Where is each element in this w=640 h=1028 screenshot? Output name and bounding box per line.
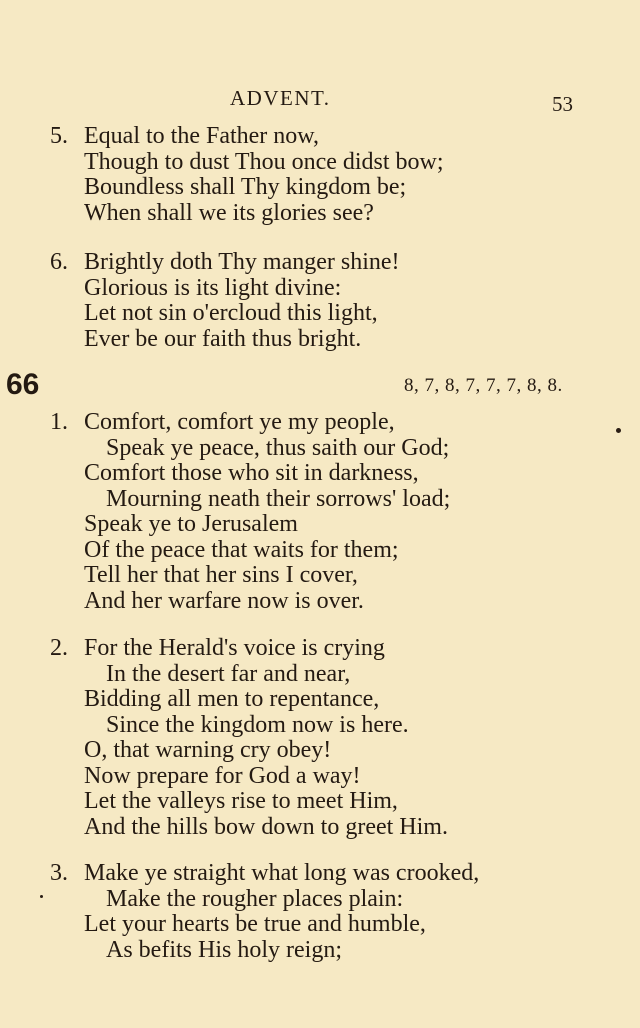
verse-line <box>0 538 640 564</box>
hymn-meter: 8, 7, 8, 7, 7, 7, 8, 8. <box>404 375 563 396</box>
verse-line-text: O, that warning cry obey! <box>84 737 332 763</box>
verse-line-text: And her warfare now is over. <box>84 587 364 614</box>
verse-line <box>0 276 640 302</box>
verse-line-text: Comfort, comfort ye my people, <box>84 409 395 435</box>
verse-line <box>0 461 640 487</box>
verse-line-text: Speak ye to Jerusalem <box>84 511 298 537</box>
verse-line <box>0 764 640 790</box>
verse-line <box>0 662 640 688</box>
verse-line-text: In the desert far and near, <box>106 660 351 687</box>
verse-line <box>0 938 640 964</box>
verse-line-text: For the Herald's voice is crying <box>84 635 385 661</box>
page-header <box>0 86 640 116</box>
verse-number: 2. <box>50 635 68 661</box>
verse-number: 3. <box>50 860 68 886</box>
verse-line <box>0 563 640 589</box>
verse-line-text: Comfort those who sit in darkness, <box>84 460 419 486</box>
verse-line-text: Since the kingdom now is here. <box>106 711 409 738</box>
verse-line-text: Make ye straight what long was crooked, <box>84 860 480 886</box>
verse-line-text: Let not sin o'ercloud this light, <box>84 300 378 326</box>
verse-line <box>0 887 640 913</box>
verse-line-text: Of the peace that waits for them; <box>84 536 399 563</box>
verse-line <box>0 589 640 615</box>
verse-number: 1. <box>50 409 68 435</box>
verse-line <box>0 512 640 538</box>
verse-line <box>0 713 640 739</box>
verse-line-text: Brightly doth Thy manger shine! <box>84 249 400 275</box>
verse-line-text: Though to dust Thou once didst bow; <box>84 148 444 175</box>
verse-line <box>0 738 640 764</box>
verse-line-text: Let your hearts be true and humble, <box>84 911 426 937</box>
verse-line-text: Now prepare for God a way! <box>84 762 361 789</box>
verse-line <box>0 150 640 176</box>
hymn-verse-3 <box>0 861 640 963</box>
verse-6 <box>0 250 640 352</box>
verse-line-text: Tell her that her sins I cover, <box>84 562 358 588</box>
verse-number: 5. <box>50 123 68 149</box>
verse-line <box>0 124 640 150</box>
verse-line <box>0 861 640 887</box>
verse-line-text: Equal to the Father now, <box>84 123 320 149</box>
running-title: ADVENT. <box>230 86 331 110</box>
verse-line-text: Boundless shall Thy kingdom be; <box>84 174 407 200</box>
verse-line <box>0 175 640 201</box>
verse-line <box>0 327 640 353</box>
verse-line <box>0 436 640 462</box>
verse-line-text: Bidding all men to repentance, <box>84 686 380 712</box>
hymn-verse-1 <box>0 410 640 614</box>
hymn-verse-2 <box>0 636 640 840</box>
hymn-number: 66 <box>6 368 40 401</box>
verse-line-text: Make the rougher places plain: <box>106 885 404 912</box>
verse-line <box>0 687 640 713</box>
verse-number: 6. <box>50 249 68 275</box>
verse-line-text: Let the valleys rise to meet Him, <box>84 788 398 814</box>
verse-line <box>0 301 640 327</box>
verse-line <box>0 410 640 436</box>
verse-line-text: Glorious is its light divine: <box>84 274 342 301</box>
verse-line <box>0 201 640 227</box>
verse-line-text: Mourning neath their sorrows' load; <box>106 485 451 512</box>
verse-line <box>0 250 640 276</box>
verse-line-text: As befits His holy reign; <box>106 936 342 963</box>
verse-line <box>0 789 640 815</box>
verse-line <box>0 815 640 841</box>
ink-speck <box>40 895 43 898</box>
verse-line <box>0 636 640 662</box>
verse-line <box>0 487 640 513</box>
verse-line-text: Ever be our faith thus bright. <box>84 325 362 352</box>
ink-speck <box>616 428 621 433</box>
verse-line <box>0 912 640 938</box>
page-number: 53 <box>552 92 573 116</box>
verse-line-text: When shall we its glories see? <box>84 199 374 226</box>
verse-5 <box>0 124 640 226</box>
verse-line-text: And the hills bow down to greet Him. <box>84 813 448 840</box>
verse-line-text: Speak ye peace, thus saith our God; <box>106 434 450 461</box>
hymn-heading <box>0 368 640 402</box>
